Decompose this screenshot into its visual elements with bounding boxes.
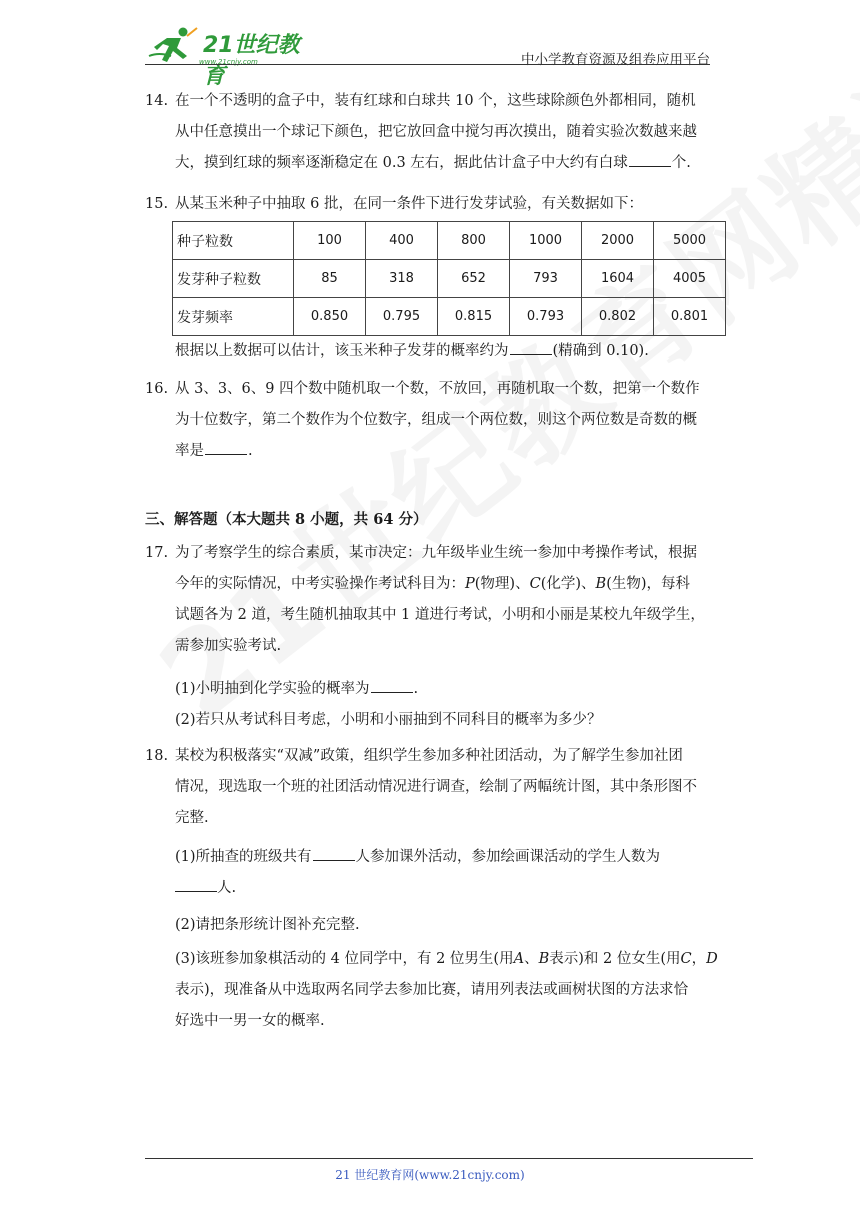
question-line: 某校为积极落实“双减”政策，组织学生参加多种社团活动，为了解学生参加社团 [175,748,683,764]
header-title: 中小学教育资源及组卷应用平台 [521,52,710,68]
question-14 [145,86,725,179]
question-line [175,148,725,179]
question-17-part-2: (2)若只从考试科目考虑，小明和小丽抽到不同科目的概率为多少？ [175,712,602,728]
table-cell: 318 [366,260,438,298]
question-text: (物理)、 [474,576,530,592]
question-18-part-3 [175,944,720,1037]
question-line: 从 3、3、6、9 四个数中随机取一个数，不放回，再随机取一个数，把第一个数作 [175,381,700,397]
table-cell: 0.793 [510,298,582,336]
logo [147,24,317,89]
question-text: . [248,443,253,459]
math-symbol: P [465,576,475,592]
footer-divider [145,1158,753,1159]
table-cell: 85 [294,260,366,298]
question-16 [145,374,725,467]
question-number: 17. [145,545,169,561]
answer-blank [510,340,552,355]
page-footer: 21 世纪教育网(www.21cnjy.com) [335,1168,525,1182]
question-17-part-1 [175,674,720,705]
question-line [175,569,725,600]
question-line [175,436,725,467]
question-text: 根据以上数据可以估计，该玉米种子发芽的概率约为 [175,343,509,359]
math-symbol: B [538,951,550,967]
table-cell: 793 [510,260,582,298]
question-text: (精确到 0.10). [552,343,649,359]
question-line: 从中任意摸出一个球记下颜色，把它放回盒中搅匀再次摸出，随着实验次数越来越 [175,124,697,140]
question-text: ， [691,951,707,967]
section-heading: 三、解答题（本大题共 8 小题，共 64 分） [145,511,428,528]
question-line: 在一个不透明的盒子中，装有红球和白球共 10 个，这些球除颜色外都相同，随机 [175,93,696,109]
question-text: (1)小明抽到化学实验的概率为 [175,681,370,697]
table-cell: 2000 [582,222,654,260]
question-text: (3)该班参加象棋活动的 4 位同学中，有 2 位男生(用 [175,951,514,967]
table-cell: 4005 [654,260,726,298]
question-text: . [413,681,419,697]
question-text: 、 [524,951,539,967]
table-row [173,260,726,298]
answer-blank [175,877,217,892]
table-cell: 0.815 [438,298,510,336]
table-cell: 1604 [582,260,654,298]
question-18 [145,741,725,834]
question-text: (化学)、 [540,576,596,592]
question-number: 18. [145,748,169,764]
question-18-part-2: (2)请把条形统计图补充完整. [175,917,360,933]
germination-table [172,221,726,336]
question-text: 大，摸到红球的频率逐渐稳定在 0.3 左右，据此估计盒子中大约有白球 [175,155,628,171]
row-header: 发芽频率 [173,298,294,336]
answer-blank [313,846,355,861]
math-symbol: D [706,951,718,967]
question-text: 人. [217,880,237,896]
question-line: 从某玉米种子中抽取 6 批，在同一条件下进行发芽试验，有关数据如下： [175,196,643,212]
question-line: 完整. [175,810,209,826]
question-line: 需参加实验考试. [175,638,282,654]
question-text: (1)所抽查的班级共有 [175,849,312,865]
table-cell: 800 [438,222,510,260]
question-number: 15. [145,196,169,212]
question-line: 试题各为 2 道，考生随机抽取其中 1 道进行考试，小明和小丽是某校九年级学生， [175,607,705,623]
question-15 [145,189,725,220]
table-cell: 400 [366,222,438,260]
table-cell: 0.802 [582,298,654,336]
question-number: 16. [145,381,169,397]
table-cell: 0.850 [294,298,366,336]
answer-blank [371,678,413,693]
question-line: 表示)，现准备从中选取两名同学去参加比赛，请用列表法或画树状图的方法求恰 [175,982,689,998]
question-18-part-1 [175,842,720,904]
math-symbol: A [513,951,525,967]
math-symbol: B [595,576,607,592]
table-cell: 100 [294,222,366,260]
table-row [173,298,726,336]
question-text: (生物)，每科 [606,576,691,592]
question-text: 率是 [175,443,204,459]
table-cell: 1000 [510,222,582,260]
question-15-followup [175,336,720,367]
row-header: 种子粒数 [173,222,294,260]
question-line: 为了考察学生的综合素质，某市决定：九年级毕业生统一参加中考操作考试，根据 [175,545,697,561]
question-text: 今年的实际情况，中考实验操作考试科目为： [175,576,465,592]
table-cell: 5000 [654,222,726,260]
answer-blank [629,152,671,167]
logo-url: www.21cnjy.com [199,58,258,66]
question-text: 人参加课外活动，参加绘画课活动的学生人数为 [355,849,661,865]
table-row [173,222,726,260]
question-text: 个. [671,155,691,171]
math-symbol: C [529,576,541,592]
logo-text: 21世纪教育 [203,33,300,89]
header-divider [145,64,710,65]
table-cell: 652 [438,260,510,298]
row-header: 发芽种子粒数 [173,260,294,298]
question-line: 好选中一男一女的概率. [175,1013,325,1029]
question-text: 表示)和 2 位女生(用 [549,951,681,967]
math-symbol: C [680,951,692,967]
question-17 [145,538,725,662]
table-cell: 0.795 [366,298,438,336]
page-header [145,22,710,89]
runner-logo-icon [147,26,199,66]
answer-blank [205,440,247,455]
table-cell: 0.801 [654,298,726,336]
question-line: 为十位数字，第二个数作为个位数字，组成一个两位数，则这个两位数是奇数的概 [175,412,697,428]
question-number: 14. [145,93,169,109]
question-line: 情况，现选取一个班的社团活动情况进行调查，绘制了两幅统计图，其中条形图不 [175,779,697,795]
